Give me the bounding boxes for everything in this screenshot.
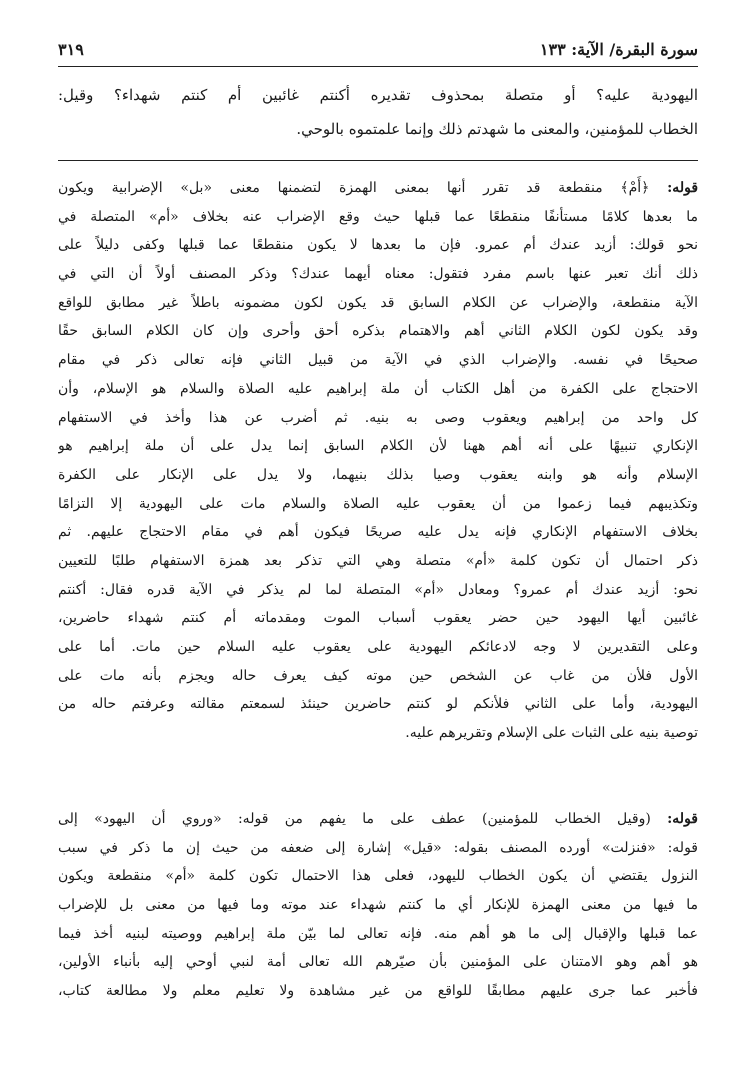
text-line: وتكذيبهم فيما زعموا من أن يعقوب عليه الصلاة والسلام مات على اليهودية إلا التزامًا [58, 495, 698, 512]
text-line: نحو قولك: أزيد عندك أم عمرو. فإن ما بعدها لا يكون منقطعًا عما قبلها وكفى دليلاً على [58, 237, 698, 254]
text-line: الخطاب للمؤمنين، والمعنى ما شهدتم ذلك وإنما علمتموه بالوحي. [296, 120, 698, 138]
text-line: فأخبر عما جرى عليهم مطابقًا للواقع من غير مشاهدة ولا تعليم معلم ولا مطالعة كتاب، [58, 983, 698, 1000]
text-line: ذكر احتمال أن تكون كلمة «أم» متصلة وهي التي تذكر بعد همزة الاستفهام طلبًا للتعيين [58, 552, 698, 569]
text-line: هو أهم وهو الامتنان على المؤمنين بأن صيّرهم الله تعالى أمة لنبي أوحي إليه بأنباء الأولين، [58, 954, 698, 971]
running-header [58, 36, 698, 67]
text-line: غائبين أيها اليهود حين حضر يعقوب أسباب الموت ومقدماته أم كنتم شهداء حاضرين، [58, 610, 698, 627]
text-line: الإسلام وأنه هو وابنه يعقوب وصيا بذلك بنيهما، ولا يدل على الإنكار على الكفرة [58, 466, 698, 483]
text-line: اليهودية، وأما على الثاني فلأنكم لو كنتم حاضرين حينئذ لسمعتم مقالته وعرفتم حاله من [58, 696, 698, 713]
text-line: قوله: «فنزلت» أورده المصنف بقوله: «قيل» إشارة إلى ضعفه من حيث إن ما ذكر في سبب [58, 839, 698, 856]
text-line: قوله: ﴿أَمْ﴾ منقطعة قد تقرر أنها بمعنى الهمزة لتضمنها معنى «بل» الإضرابية ويكون [58, 180, 698, 196]
base-text [58, 78, 698, 146]
commentary-paragraph [58, 174, 698, 748]
text-line: توصية بنيه على الثبات على الإسلام وتقريرهم عليه. [405, 725, 698, 742]
text-line: وعلى التقديرين لا وجه لادعائكم اليهودية على يعقوب عليه السلام حين مات. أما على [58, 639, 698, 655]
section-divider [58, 160, 698, 161]
text-line: ذلك أنك تعبر عنها باسم مفرد فتقول: معناه أيهما عندك؟ وذكر المصنف أولاً أن التي في [58, 266, 698, 283]
text-line: الأول فلأن من غاب عن الشخص حين موته كيف يعرف حاله ويجزم بأنه مات على [58, 667, 698, 684]
text-line: صحيحًا في نفسه. والإضراب الذي في الآية من قبيل الثاني فإنه تعالى ذكر في مقام [58, 352, 698, 369]
text-line: الإنكاري تنبيهًا على أنه أهم ههنا لأن الكلام السابق إنما يدل على أن ملة إبراهيم هو [58, 438, 698, 455]
text-line: ما فيها من معنى الهمزة للإنكار أي ما كنتم شهداء عند موته وما فيها من معنى بل للإضراب [58, 897, 698, 914]
page-number: ٣١٩ [58, 40, 84, 59]
header-title: سورة البقرة/ الآية: ١٣٣ [539, 40, 698, 59]
gloss-lead: قوله: [667, 811, 698, 827]
text-line: الاحتجاج على الكفرة من أهل الكتاب أن ملة إبراهيم عليه الصلاة والسلام هو الإسلام، وأن [58, 380, 698, 397]
text-line: النزول يقتضي أن يكون الخطاب لليهود، فعلى هذا الاحتمال تكون كلمة «أم» منقطعة ويكون [58, 868, 698, 885]
text-line: نحو: أزيد عندك أم عمرو؟ ومعادل «أم» المتصلة لما لم يذكر في الآية قدره فقال: أكنتم [58, 581, 698, 598]
text-line: كل واحد من إبراهيم ويعقوب وصى به بنيه. ثم أضرب عن هذا وأخذ في الاستفهام [58, 409, 698, 426]
text-line: الآية منقطعة، والإضراب عن الكلام السابق قد يكون لكون مضمونه باطلاً غير مطابق للواقع [58, 294, 698, 311]
text-line: وقد يكون لكون الكلام الثاني أهم والاهتمام بذكره أحق وأحرى وإن كان الكلام السابق حقًا [58, 323, 698, 340]
text-line: قوله: (وقيل الخطاب للمؤمنين) عطف على ما يفهم من قوله: «وروي أن اليهود» إلى [58, 811, 698, 827]
text-line: عما قبلها والإقبال إلى ما هو أهم منه. فإنه تعالى لما بيّن ملة إبراهيم ووصيته لبنيه أخذ فيما [58, 925, 698, 942]
text-line: ما بعدها كلامًا مستأنفًا منقطعًا عما قبلها حيث وقع الإضراب عنه بخلاف «أم» المتصلة في [58, 208, 698, 225]
commentary-paragraph [58, 805, 698, 1006]
gloss-lead: قوله: [667, 180, 698, 196]
text-line: اليهودية عليه؟ أو متصلة بمحذوف تقديره أكنتم غائبين أم كنتم شهداء؟ وقيل: [58, 86, 698, 104]
text-line: بخلاف الاستفهام الإنكاري فإنه يدل عليه صريحًا فيكون أهم في مقام الاحتجاج عليهم. ثم [58, 524, 698, 541]
